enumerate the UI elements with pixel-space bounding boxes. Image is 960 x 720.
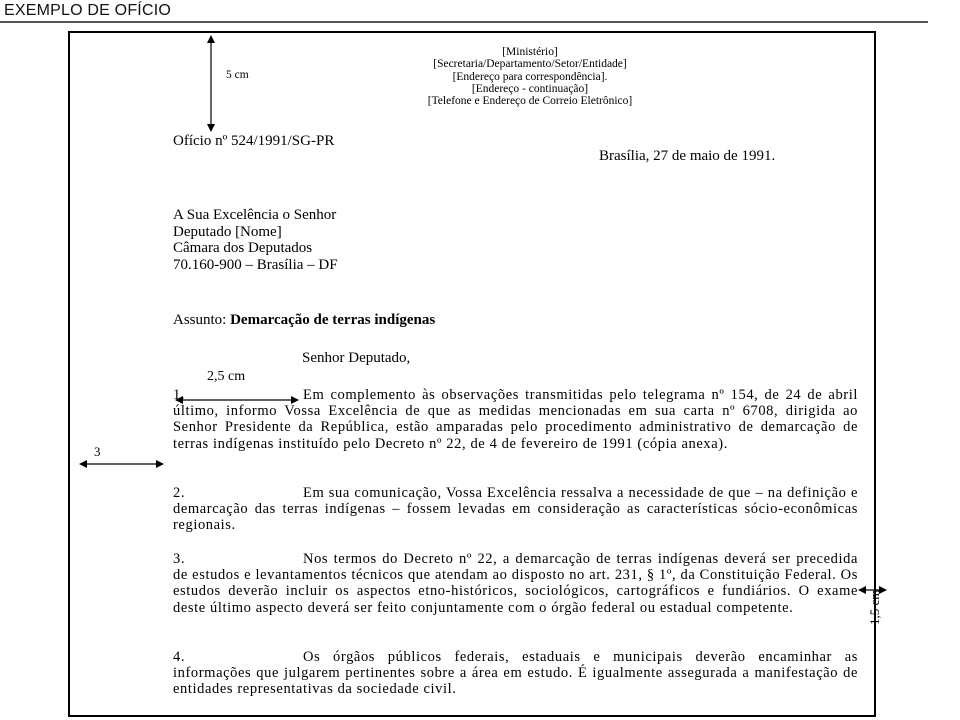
letterhead-line: [Telefone e Endereço de Correio Eletrônico] bbox=[427, 95, 633, 108]
recipient-line: Deputado [Nome] bbox=[173, 223, 282, 240]
paragraph-text: Nos termos do Decreto nº 22, a demarcação de terras indígenas deverá ser precedida de estudos e levantamentos técnicos que atendam ao disposto no art. 231, § 1º, da Constituição Federal. Os estudos deverão incluir os aspectos etno-históricos, sociológicos, cartográficos e fundiários. O exame deste último aspecto deverá ser feito conjuntamente com o órgão federal ou estadual competente. bbox=[173, 551, 858, 616]
paragraph-text: Em complemento às observações transmitidas pelo telegrama nº 154, de 24 de abril último, informo Vossa Excelência de que as medidas mencionadas em sua carta nº 6708, dirigida ao Senhor Presidente da República, estão amparadas pelo procedimento administrativo de demarcação de terras indígenas instituído pelo Decreto nº 22, de 4 de fevereiro de 1991 (cópia anexa). bbox=[173, 387, 858, 452]
date-line: Brasília, 27 de maio de 1991. bbox=[599, 148, 776, 164]
subject-label: Assunto: bbox=[173, 312, 231, 328]
letterhead-line: [Endereço para correspondência]. bbox=[452, 70, 608, 83]
recipient-line: Câmara dos Deputados bbox=[173, 240, 313, 256]
letterhead-line: [Secretaria/Departamento/Setor/Entidade] bbox=[433, 58, 627, 71]
subject-text: Demarcação de terras indígenas bbox=[230, 312, 436, 328]
indent-label: 2,5 cm bbox=[207, 369, 246, 384]
paragraph-number: 2. bbox=[173, 485, 186, 501]
page-title: EXEMPLO DE OFÍCIO bbox=[4, 2, 171, 19]
left-margin-label: 3 bbox=[94, 444, 101, 459]
recipient-line: 70.160-900 – Brasília – DF bbox=[173, 256, 338, 273]
letterhead-line: [Ministério] bbox=[502, 46, 558, 58]
oficio-number: Ofício nº 524/1991/SG-PR bbox=[173, 133, 335, 149]
salutation: Senhor Deputado, bbox=[302, 350, 411, 366]
paragraph-text: Os órgãos públicos federais, estaduais e municipais deverão encaminhar as informações que julgarem pertinentes sobre a área em estudo. É igualmente assegurada a manifestação de entidades representativas da sociedade civil. bbox=[173, 649, 858, 698]
paragraph-number: 1. bbox=[173, 387, 186, 403]
recipient-line: A Sua Excelência o Senhor bbox=[173, 207, 337, 223]
letterhead-line: [Endereço - continuação] bbox=[471, 82, 589, 95]
paragraph-number: 4. bbox=[173, 649, 186, 665]
top-margin-label: 5 cm bbox=[226, 69, 249, 81]
paragraph-text: Em sua comunicação, Vossa Excelência ressalva a necessidade de que – na definição e demarcação das terras indígenas – fossem levadas em consideração as características sócio-econômicas regionais. bbox=[173, 485, 858, 534]
right-margin-label: 1,5 cm bbox=[867, 589, 882, 625]
paragraph-number: 3. bbox=[173, 551, 186, 567]
